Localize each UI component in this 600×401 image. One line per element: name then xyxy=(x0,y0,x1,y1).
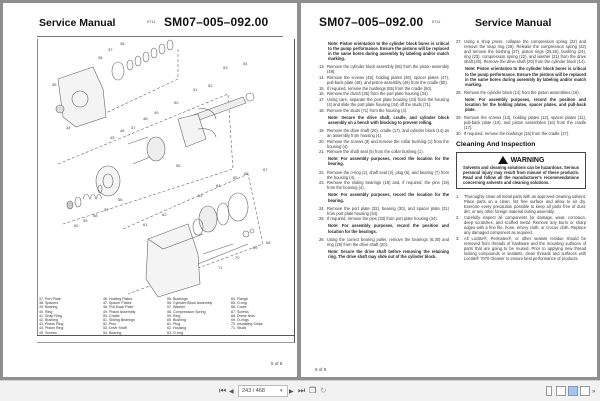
expand-toolbar-icon[interactable]: » xyxy=(592,389,596,395)
step-21: 21. Remove the shaft seal (5) from the collar bushing (1). xyxy=(319,149,424,155)
page-left xyxy=(3,3,297,377)
part-item: 66. Cover xyxy=(231,305,247,310)
callout-47: 47 xyxy=(131,125,136,130)
continuous-view-button[interactable] xyxy=(556,386,566,396)
part-item: 54. Bearing xyxy=(103,330,122,335)
cleaning-step-2: 2. Carefully inspect all components for damage, wear, corrosion, deep scratches, and scuffed metal. Remove any burrs or sharp edges with a fine file, hone, emery cloth, or crocus cloth. Replace any damaged component as required. xyxy=(456,215,586,236)
step-20: 20. Remove the screws (8) and remove the collar bushing (1) from the housing (4). xyxy=(319,138,449,149)
step-26: 26. Using the correct bearing puller, remove the bearings (6,30) and ring (29) from the drive shaft (20). xyxy=(319,236,449,247)
note: Note: Piston orientation to the cylinder block bores is critical to the pump performance. Ensure the pistons will be replaced in the same bores during assembly by labeling and/or match marking. xyxy=(328,41,449,62)
callout-61: 61 xyxy=(143,222,148,227)
page-number-input[interactable]: 243 / 468 xyxy=(238,385,288,397)
copy-icon[interactable]: ❐ xyxy=(309,386,317,395)
callout-37: 37 xyxy=(108,47,113,52)
callout-49: 49 xyxy=(154,110,159,115)
callout-65: 65 xyxy=(233,175,238,180)
note: Note: Secure the drive shaft before removing the retaining ring. The drive shaft may slide out of the cylinder block. xyxy=(328,248,449,259)
header-title: Service Manual xyxy=(39,17,116,29)
part-item: 46. Holding Plates xyxy=(103,297,133,301)
part-item: 62. Housing xyxy=(167,326,187,331)
step-23: 23. Remove the sliding bearings (19) and, if required, the pins (19) from the housing (4). xyxy=(319,180,449,191)
callout-59: 59 xyxy=(83,218,88,223)
part-item: 64. Flange xyxy=(231,297,248,301)
first-page-icon[interactable]: ⏮ xyxy=(219,386,227,395)
parts-list-col-1 xyxy=(39,297,103,335)
header-rule xyxy=(37,36,283,37)
cleaning-step-1: 1. Thoroughly clean all metal parts with an approved cleaning solvent. Place parts on a clean, lint free surface and allow to air dry. Exercise every precaution possible to keep all parts free of dust, dirt, or any other foreign material during assembly. xyxy=(456,194,586,215)
step-30: 30. If required, remove the bushings (15) from the cradle (17). xyxy=(456,131,570,136)
part-item: 59. Ring xyxy=(167,313,181,318)
header-small-code: 0711 xyxy=(431,19,441,25)
step-15: 15. If required, remove the bushings (55) from the cradle (50). xyxy=(319,85,433,91)
note: Note: Secure the drive shaft, cradle, and cylinder block assembly on a bench with blocking to prevent rolling. xyxy=(328,114,449,125)
step-18: 18. Remove the studs (71) from the housing (4). xyxy=(319,107,408,113)
part-item: 48. Pull-Back Plate xyxy=(103,305,134,310)
callout-38: 38 xyxy=(120,41,125,46)
part-item: 52. Pins xyxy=(103,322,116,327)
callout-35: 35 xyxy=(52,82,57,87)
part-item: 44. Piston Ring xyxy=(39,326,64,331)
parts-list xyxy=(39,297,295,335)
part-item: 40. Ring xyxy=(39,309,53,314)
note: Note: For assembly purposes, record the location for the bearing. xyxy=(328,156,449,167)
part-item: 49. Piston Assembly xyxy=(103,309,136,314)
page-dropdown-icon[interactable]: ▾ xyxy=(280,388,283,394)
part-item: 71. Studs xyxy=(231,326,247,331)
step-22: 22. Remove the o-ring (2), shaft seal (3), plug (6), and bearing (7) from the housing (4). xyxy=(319,169,449,180)
callout-55: 55 xyxy=(176,163,181,168)
next-page-icon[interactable]: ▶ xyxy=(289,389,294,395)
note: Note: Piston orientation to the cylinder block bores is critical to the pump performance. Ensure the pistons will be replaced in the same bores during assembly by labeling and/or match marking. xyxy=(465,66,586,87)
step-17: 17. Using care, separate the port plate housing (34) from the housing (4) and slide the port plate housing (34) off the studs (71). xyxy=(319,96,449,108)
part-item: 41. Snap Ring xyxy=(39,313,62,318)
callout-51: 51 xyxy=(193,87,198,92)
part-item: 69. O-rings xyxy=(231,318,249,323)
part-item: 38. Spacers xyxy=(39,301,59,306)
callout-54: 54 xyxy=(243,61,248,66)
part-item: 45. Screws xyxy=(39,330,57,335)
part-item: 39. Bearing xyxy=(39,305,58,310)
callout-63: 63 xyxy=(198,193,203,198)
page-number-right: 6 of 8 xyxy=(315,367,327,372)
callout-62: 62 xyxy=(162,212,167,217)
section-title-cleaning: Cleaning And Inspection xyxy=(456,141,536,149)
part-item: 43. Piston Ring xyxy=(39,322,64,327)
callout-60: 60 xyxy=(74,223,79,228)
parts-list-col-2 xyxy=(103,297,167,335)
callout-70: 70 xyxy=(235,255,240,260)
part-item: 56. Cylinder Block Assembly xyxy=(167,301,213,306)
header-doc-code: SM07–005–092.00 xyxy=(319,15,424,29)
callout-68: 68 xyxy=(266,240,271,245)
step-24: 24. Remove the port plate (32), bearing (30), and spacer plate (31) from port plate housing (34). xyxy=(319,205,449,216)
warning-triangle-icon xyxy=(498,156,508,164)
text-column-left xyxy=(319,39,449,262)
step-27: 27. Using a shop press, collapse the compression spring (22) and remove the snap ring (28). Release the compression spring (22) and remove the bushing (27), piston rings (25,26), bushing (24), ring (23), compression spring (22), and washer (21) from the drive shaft (20). Remove the drive shaft (20) from the cylinder block (14). xyxy=(456,39,586,65)
prev-page-icon[interactable]: ◀ xyxy=(229,389,234,395)
callout-52: 52 xyxy=(208,83,213,88)
callout-67: 67 xyxy=(263,167,268,172)
header-title: Service Manual xyxy=(474,17,552,29)
page-right xyxy=(301,3,597,377)
last-page-icon[interactable]: ⏭ xyxy=(298,386,306,395)
step-25: 25. If required, remove the pins (33) from port plate housing (34). xyxy=(319,216,438,222)
step-16: 16. Remove the clutch (35) from the port plate housing (34). xyxy=(319,91,429,97)
rotate-icon[interactable]: ↻ xyxy=(320,386,327,395)
callout-58: 58 xyxy=(93,213,98,218)
callout-34: 34 xyxy=(66,125,71,130)
viewer-toolbar xyxy=(0,380,600,401)
parts-list-col-3 xyxy=(167,297,231,335)
callout-46: 46 xyxy=(120,128,125,133)
callout-50: 50 xyxy=(174,100,179,105)
callout-48: 48 xyxy=(143,116,148,121)
step-28: 28. Remove the cylinder block (14) from the piston assemblies (16). xyxy=(456,89,580,95)
note: Note: For assembly purposes, record the location for the bearing. xyxy=(328,192,449,203)
header-small-code: 0711 xyxy=(146,19,156,25)
two-page-view-button[interactable] xyxy=(568,386,578,396)
warning-title: WARNING xyxy=(510,156,545,164)
parts-list-footer xyxy=(37,335,295,343)
page-number-left: 5 of 8 xyxy=(271,361,283,366)
callout-64: 64 xyxy=(216,183,221,188)
part-item: 57. Washer xyxy=(167,305,186,310)
two-page-continuous-view-button[interactable] xyxy=(580,386,590,396)
part-item: 68. Dome Nuts xyxy=(231,313,255,318)
callout-69: 69 xyxy=(253,245,258,250)
callout-66: 66 xyxy=(244,171,249,176)
cleaning-step-3: 3. All Loctite®, Permatex®, or other sealant residue should be removed from threads of hardware and the mounting surfaces of parts that are going to be reused. Prior to applying new thread locking compounds or sealants, clean threads and surfaces with Loctite® 7070 Cleaner to ensure best performance of products. xyxy=(456,235,586,262)
part-item: 67. Screws xyxy=(231,309,249,314)
warning-box xyxy=(456,152,586,189)
page-header-right xyxy=(319,13,551,31)
parts-list-col-4 xyxy=(231,297,295,335)
header-doc-code: SM07–005–092.00 xyxy=(163,15,269,29)
pump-exploded-view xyxy=(38,39,296,297)
part-item: 65. O-ring xyxy=(231,301,247,306)
part-item: 63. O-ring xyxy=(167,330,183,335)
part-item: 47. Spacer Plates xyxy=(103,301,132,306)
step-19: 19. Remove the drive shaft (20), cradle (17), and cylinder block (14) as an assembly from housing (4). xyxy=(319,127,449,138)
part-item: 42. Bushing xyxy=(39,318,58,323)
callout-45: 45 xyxy=(110,135,115,140)
step-13: 13. Remove the cylinder block assembly (56) from the piston assembly (49). xyxy=(319,64,449,75)
part-item: 61. Plug xyxy=(167,322,181,327)
callout-53: 53 xyxy=(223,65,228,70)
warning-text: Solvents and cleaning solutions can be hazardous. Serious personal injury may result from misuse of these products. Read and follow all the manufacturer's recommendations concerning solvents and cleaning solutions. xyxy=(463,165,579,186)
part-item: 50. Cradle xyxy=(103,313,120,318)
text-column-right xyxy=(456,39,586,262)
step-14: 14. Remove the screws (45), holding plates (46), spacer plates (47), pull-back plate (48), and piston assembly (49) from the cradle (50). xyxy=(319,75,449,86)
callout-71: 71 xyxy=(218,265,223,270)
page-header-left xyxy=(39,13,268,31)
callout-57: 57 xyxy=(104,207,109,212)
warning-header xyxy=(463,156,579,164)
callout-36: 36 xyxy=(98,55,103,60)
note: Note: For assembly purposes, record the position and location for the bearings. xyxy=(328,223,449,234)
exploded-parts-diagram xyxy=(37,39,295,335)
part-item: 53. Drive Shaft xyxy=(103,326,127,331)
part-item: 51. Sliding Bearings xyxy=(103,318,135,323)
single-page-view-button[interactable] xyxy=(546,386,552,396)
part-item: 55. Bushings xyxy=(167,297,188,301)
part-item: 37. Port Plate xyxy=(39,297,61,301)
note: Note: For assembly purposes, record the position and location for the holding plates, spacer plates, and pull-back plate. xyxy=(465,96,586,113)
part-item: 70. Insulating Strips xyxy=(231,322,263,327)
part-item: 60. Bushing xyxy=(167,318,186,323)
step-29: 29. Remove the screws (13), holding plates (12), spacer plates (11), pull-back plate (10), and piston assemblies (16) from the cradle (17). xyxy=(456,115,586,131)
callout-56: 56 xyxy=(118,197,123,202)
part-item: 58. Compression Spring xyxy=(167,309,206,314)
